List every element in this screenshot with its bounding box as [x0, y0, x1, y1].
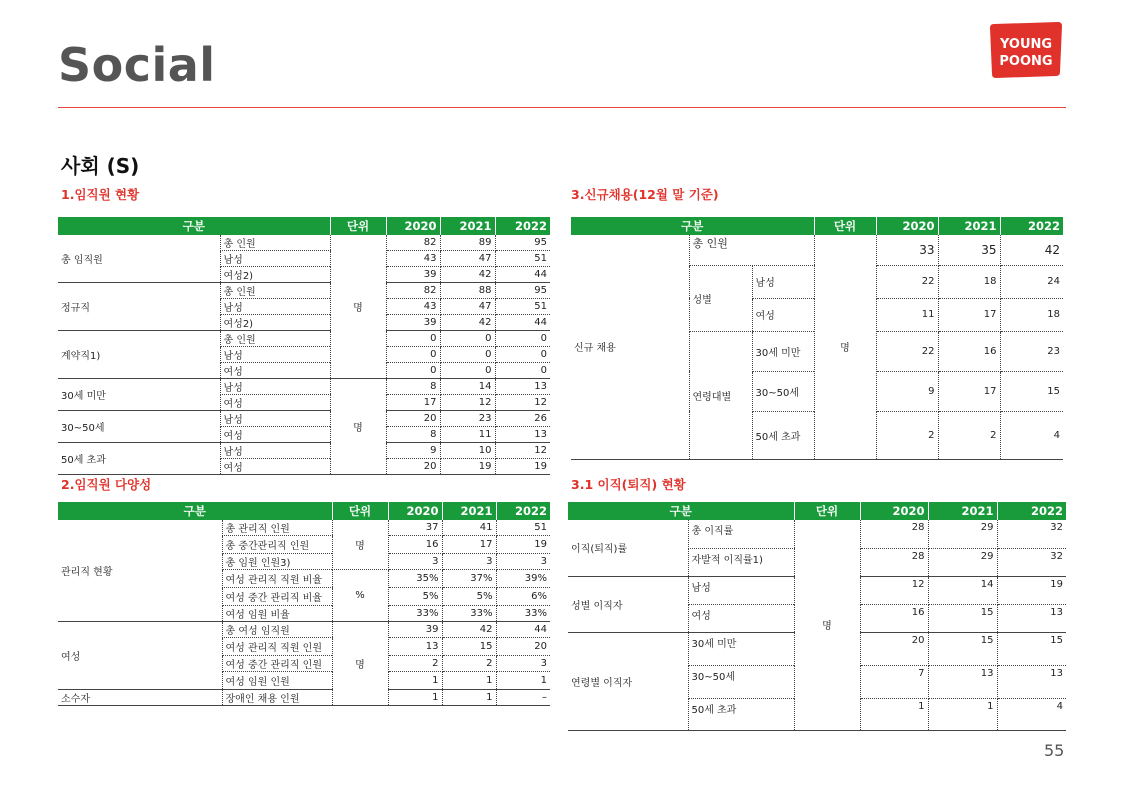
value-cell: 26 [495, 411, 550, 427]
value-cell: 44 [496, 622, 550, 638]
header-2022: 2022 [997, 502, 1066, 520]
value-cell: 1 [928, 698, 997, 730]
value-cell: 47 [440, 299, 495, 315]
table-row [58, 443, 550, 459]
svg-text:POONG: POONG [999, 54, 1053, 69]
value-cell: 0 [440, 347, 495, 363]
value-cell: 16 [938, 331, 1000, 371]
row-subcategory: 남성 [220, 251, 330, 267]
value-cell: 1 [496, 672, 550, 690]
value-cell: 0 [386, 347, 440, 363]
value-cell: 39 [388, 622, 442, 638]
header-unit: 단위 [332, 502, 388, 520]
row-category: 계약직1) [58, 331, 220, 379]
row-category: 정규직 [58, 283, 220, 331]
value-cell: 6% [496, 588, 550, 606]
value-cell: 4 [1000, 411, 1063, 459]
value-cell: 12 [860, 576, 928, 604]
row-subcategory: 여성 관리직 직원 비율 [222, 570, 332, 588]
value-cell: 28 [860, 520, 928, 548]
value-cell: – [496, 690, 550, 706]
value-cell: 11 [876, 298, 938, 331]
value-cell: 42 [440, 267, 495, 283]
row-subcategory: 남성 [688, 576, 794, 604]
value-cell: 37% [442, 570, 496, 588]
value-cell: 89 [440, 235, 495, 251]
value-cell: 29 [928, 548, 997, 576]
row-category: 연령별 이직자 [568, 632, 688, 730]
turnover-table [568, 502, 1066, 731]
row-subcategory: 남성 [220, 379, 330, 395]
value-cell: 0 [495, 331, 550, 347]
row-category: 30~50세 [58, 411, 220, 443]
row-category: 이직(퇴직)률 [568, 520, 688, 576]
row-category: 30세 미만 [58, 379, 220, 411]
row-subcategory: 여성 관리직 직원 인원 [222, 638, 332, 656]
value-cell: 43 [386, 251, 440, 267]
table-row [58, 331, 550, 347]
row-category: 총 임직원 [58, 235, 220, 283]
value-cell: 39% [496, 570, 550, 588]
row-category: 소수자 [58, 690, 222, 706]
value-cell: 19 [495, 459, 550, 475]
value-cell: 24 [1000, 265, 1063, 298]
row-subcategory: 총 이직률 [688, 520, 794, 548]
unit-cell: 명 [330, 235, 386, 379]
row-subcategory: 여성 [220, 363, 330, 379]
header-2022: 2022 [495, 217, 550, 235]
value-cell: 9 [386, 443, 440, 459]
row-subcategory: 장애인 채용 인원 [222, 690, 332, 706]
header-2020: 2020 [876, 217, 938, 235]
value-cell: 35 [938, 235, 1000, 265]
value-cell: 82 [386, 283, 440, 299]
unit-cell: 명 [814, 235, 876, 459]
value-cell: 28 [860, 548, 928, 576]
value-cell: 19 [440, 459, 495, 475]
value-cell: 17 [386, 395, 440, 411]
header-2021: 2021 [440, 217, 495, 235]
company-logo [988, 20, 1064, 80]
page-title: Social [58, 38, 216, 92]
table-row [58, 235, 550, 251]
row-subcategory: 여성 임원 비율 [222, 606, 332, 622]
value-cell: 1 [388, 672, 442, 690]
value-cell: 18 [938, 265, 1000, 298]
row-subcategory: 남성 [752, 265, 814, 298]
header-category: 구분 [568, 502, 794, 520]
value-cell: 2 [876, 411, 938, 459]
value-cell: 95 [495, 235, 550, 251]
value-cell: 37 [388, 520, 442, 536]
row-subcategory: 남성 [220, 299, 330, 315]
table2-title: 2.임직원 다양성 [61, 477, 152, 492]
value-cell: 13 [997, 665, 1066, 698]
new-hires-table [571, 217, 1063, 460]
table1-title: 1.임직원 현황 [61, 187, 140, 202]
table-row [58, 622, 550, 638]
value-cell: 18 [1000, 298, 1063, 331]
value-cell: 15 [928, 604, 997, 632]
value-cell: 3 [442, 554, 496, 570]
value-cell: 15 [442, 638, 496, 656]
value-cell: 7 [860, 665, 928, 698]
value-cell: 11 [440, 427, 495, 443]
row-category: 여성 [58, 622, 222, 690]
row-subcategory: 30세 미만 [688, 632, 794, 665]
value-cell: 1 [388, 690, 442, 706]
header-2021: 2021 [938, 217, 1000, 235]
value-cell: 20 [496, 638, 550, 656]
row-subcategory: 30~50세 [752, 371, 814, 411]
table-row [58, 379, 550, 395]
row-subcategory: 여성 중간 관리직 인원 [222, 656, 332, 672]
value-cell: 13 [997, 604, 1066, 632]
value-cell: 17 [442, 536, 496, 554]
table-row [571, 235, 1063, 265]
value-cell: 13 [495, 427, 550, 443]
header-2022: 2022 [496, 502, 550, 520]
row-subcategory: 연령대별 [689, 331, 752, 459]
header-category: 구분 [571, 217, 814, 235]
page-number: 55 [1044, 741, 1065, 760]
value-cell: 15 [997, 632, 1066, 665]
value-cell: 0 [386, 363, 440, 379]
value-cell: 15 [1000, 371, 1063, 411]
unit-cell: 명 [332, 520, 388, 570]
value-cell: 14 [440, 379, 495, 395]
value-cell: 10 [440, 443, 495, 459]
header-unit: 단위 [794, 502, 860, 520]
value-cell: 19 [997, 576, 1066, 604]
value-cell: 88 [440, 283, 495, 299]
value-cell: 1 [860, 698, 928, 730]
table-row [58, 283, 550, 299]
unit-cell: 명 [330, 379, 386, 475]
value-cell: 9 [876, 371, 938, 411]
header-2021: 2021 [442, 502, 496, 520]
row-subcategory: 총 중간관리직 인원 [222, 536, 332, 554]
value-cell: 8 [386, 379, 440, 395]
value-cell: 47 [440, 251, 495, 267]
table3-title: 3.신규채용(12월 말 기준) [571, 187, 719, 202]
value-cell: 12 [495, 443, 550, 459]
value-cell: 95 [495, 283, 550, 299]
value-cell: 13 [388, 638, 442, 656]
row-subcategory: 자발적 이직률1) [688, 548, 794, 576]
value-cell: 3 [496, 554, 550, 570]
value-cell: 12 [495, 395, 550, 411]
value-cell: 8 [386, 427, 440, 443]
row-subcategory: 여성 [752, 298, 814, 331]
value-cell: 20 [860, 632, 928, 665]
header-2020: 2020 [386, 217, 440, 235]
value-cell: 35% [388, 570, 442, 588]
value-cell: 2 [388, 656, 442, 672]
value-cell: 22 [876, 265, 938, 298]
section-title: 사회 (S) [61, 154, 140, 178]
value-cell: 3 [496, 656, 550, 672]
row-subcategory: 30세 미만 [752, 331, 814, 371]
header-2020: 2020 [860, 502, 928, 520]
value-cell: 41 [442, 520, 496, 536]
value-cell: 33% [388, 606, 442, 622]
header-2020: 2020 [388, 502, 442, 520]
value-cell: 2 [938, 411, 1000, 459]
row-subcategory: 총 인원 [220, 331, 330, 347]
value-cell: 44 [495, 315, 550, 331]
value-cell: 33% [496, 606, 550, 622]
value-cell: 39 [386, 267, 440, 283]
header-category: 구분 [58, 217, 330, 235]
row-subcategory: 50세 초과 [752, 411, 814, 459]
header-unit: 단위 [330, 217, 386, 235]
value-cell: 39 [386, 315, 440, 331]
value-cell: 12 [440, 395, 495, 411]
value-cell: 29 [928, 520, 997, 548]
value-cell: 42 [1000, 235, 1063, 265]
row-subcategory: 총 여성 임직원 [222, 622, 332, 638]
value-cell: 0 [386, 331, 440, 347]
row-subcategory: 여성2) [220, 315, 330, 331]
row-subcategory: 총 인원 [220, 235, 330, 251]
value-cell: 23 [440, 411, 495, 427]
value-cell: 51 [495, 299, 550, 315]
unit-cell: 명 [794, 520, 860, 730]
header-2021: 2021 [928, 502, 997, 520]
row-subcategory: 여성 [220, 427, 330, 443]
unit-cell: % [332, 570, 388, 622]
row-subcategory: 남성 [220, 411, 330, 427]
table-row [58, 520, 550, 536]
value-cell: 5% [388, 588, 442, 606]
value-cell: 43 [386, 299, 440, 315]
table4-title: 3.1 이직(퇴직) 현황 [571, 477, 686, 492]
employee-status-table [58, 217, 550, 475]
row-subcategory: 여성2) [220, 267, 330, 283]
value-cell: 2 [442, 656, 496, 672]
row-subcategory: 총 임원 인원3) [222, 554, 332, 570]
value-cell: 16 [388, 536, 442, 554]
value-cell: 13 [928, 665, 997, 698]
value-cell: 82 [386, 235, 440, 251]
table-row [58, 690, 550, 706]
value-cell: 42 [442, 622, 496, 638]
unit-cell: 명 [332, 622, 388, 706]
header-2022: 2022 [1000, 217, 1063, 235]
value-cell: 20 [386, 459, 440, 475]
value-cell: 42 [440, 315, 495, 331]
value-cell: 16 [860, 604, 928, 632]
value-cell: 1 [442, 672, 496, 690]
value-cell: 23 [1000, 331, 1063, 371]
value-cell: 51 [495, 251, 550, 267]
value-cell: 0 [495, 347, 550, 363]
value-cell: 4 [997, 698, 1066, 730]
value-cell: 51 [496, 520, 550, 536]
value-cell: 15 [928, 632, 997, 665]
row-subcategory: 남성 [220, 443, 330, 459]
value-cell: 0 [440, 363, 495, 379]
svg-text:YOUNG: YOUNG [999, 37, 1053, 52]
value-cell: 5% [442, 588, 496, 606]
row-subcategory: 여성 중간 관리직 비율 [222, 588, 332, 606]
row-subcategory: 총 인원 [689, 235, 814, 265]
value-cell: 32 [997, 520, 1066, 548]
row-subcategory: 여성 임원 인원 [222, 672, 332, 690]
row-subcategory: 여성 [220, 395, 330, 411]
value-cell: 33 [876, 235, 938, 265]
row-category: 신규 채용 [571, 235, 689, 459]
table-row [58, 411, 550, 427]
row-category: 관리직 현황 [58, 520, 222, 622]
value-cell: 17 [938, 371, 1000, 411]
row-subcategory: 성별 [689, 265, 752, 331]
value-cell: 22 [876, 331, 938, 371]
value-cell: 44 [495, 267, 550, 283]
value-cell: 1 [442, 690, 496, 706]
row-subcategory: 총 관리직 인원 [222, 520, 332, 536]
header-category: 구분 [58, 502, 332, 520]
row-subcategory: 총 인원 [220, 283, 330, 299]
value-cell: 13 [495, 379, 550, 395]
row-subcategory: 30~50세 [688, 665, 794, 698]
value-cell: 19 [496, 536, 550, 554]
value-cell: 20 [386, 411, 440, 427]
title-divider [58, 107, 1066, 108]
table-row [568, 520, 1066, 548]
value-cell: 0 [440, 331, 495, 347]
value-cell: 32 [997, 548, 1066, 576]
row-subcategory: 50세 초과 [688, 698, 794, 730]
value-cell: 17 [938, 298, 1000, 331]
row-category: 성별 이직자 [568, 576, 688, 632]
row-subcategory: 여성 [688, 604, 794, 632]
row-category: 50세 초과 [58, 443, 220, 475]
value-cell: 0 [495, 363, 550, 379]
value-cell: 33% [442, 606, 496, 622]
value-cell: 3 [388, 554, 442, 570]
row-subcategory: 남성 [220, 347, 330, 363]
employee-diversity-table [58, 502, 550, 706]
header-unit: 단위 [814, 217, 876, 235]
value-cell: 14 [928, 576, 997, 604]
row-subcategory: 여성 [220, 459, 330, 475]
